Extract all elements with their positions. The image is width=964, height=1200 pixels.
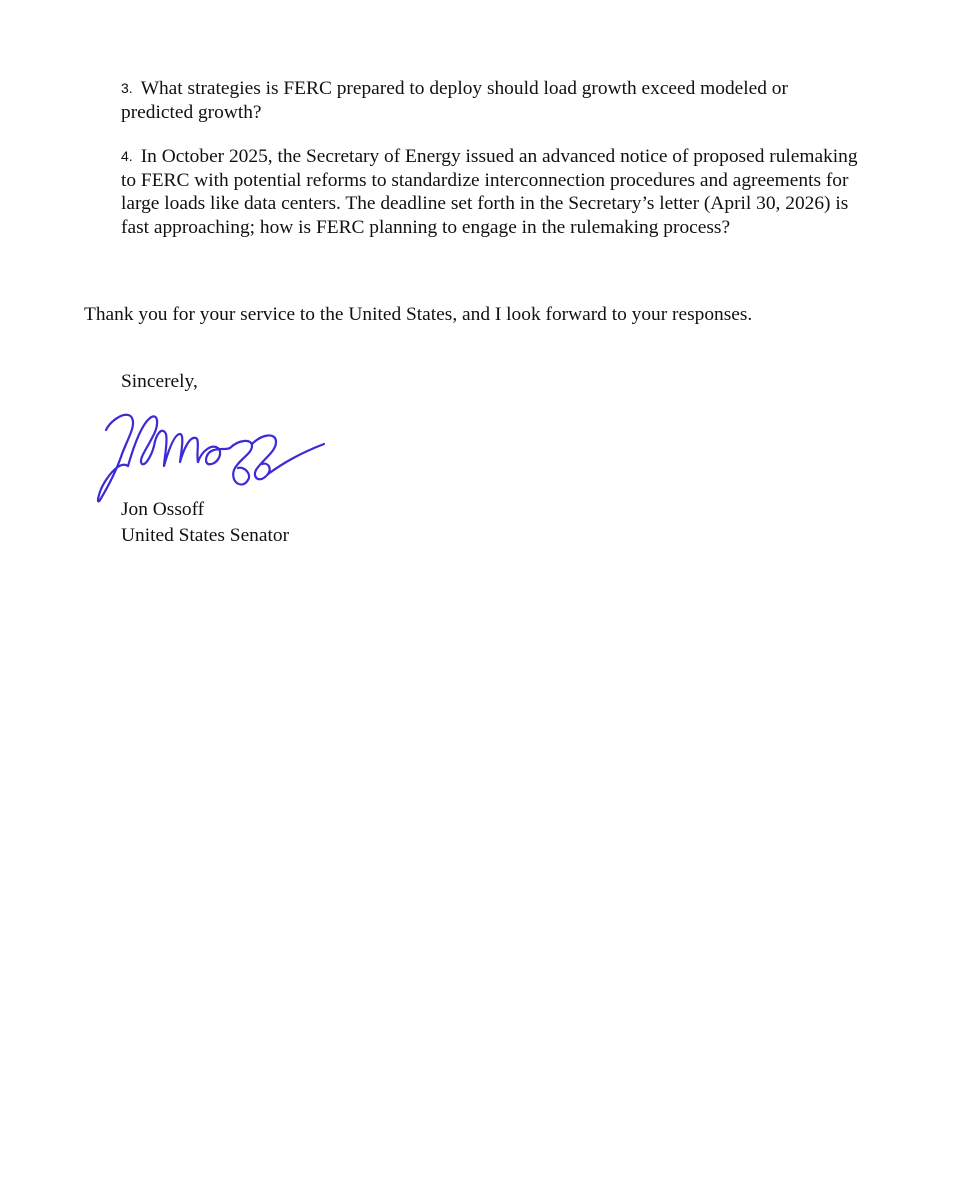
closing-paragraph: Thank you for your service to the United States, and I look forward to your responses.	[84, 304, 753, 325]
question-3	[121, 77, 861, 124]
question-text: What strategies is FERC prepared to deploy should load growth exceed modeled or predicted growth?	[121, 78, 788, 124]
question-number: 4.	[121, 148, 133, 164]
signer-title: United States Senator	[121, 525, 290, 546]
question-4	[121, 145, 861, 239]
question-number: 3.	[121, 80, 133, 96]
signoff: Sincerely,	[121, 371, 198, 392]
handwritten-signature	[92, 404, 332, 508]
question-text: In October 2025, the Secretary of Energy issued an advanced notice of proposed rulemaking to FERC with potential reforms to standardize interconnection procedures and agreements for large loads like data centers. The deadline set forth in the Secretary’s letter (April 30, 2026) is fast approaching; how is FERC planning to engage in the rulemaking process?	[121, 146, 858, 238]
signer-name: Jon Ossoff	[121, 499, 205, 520]
